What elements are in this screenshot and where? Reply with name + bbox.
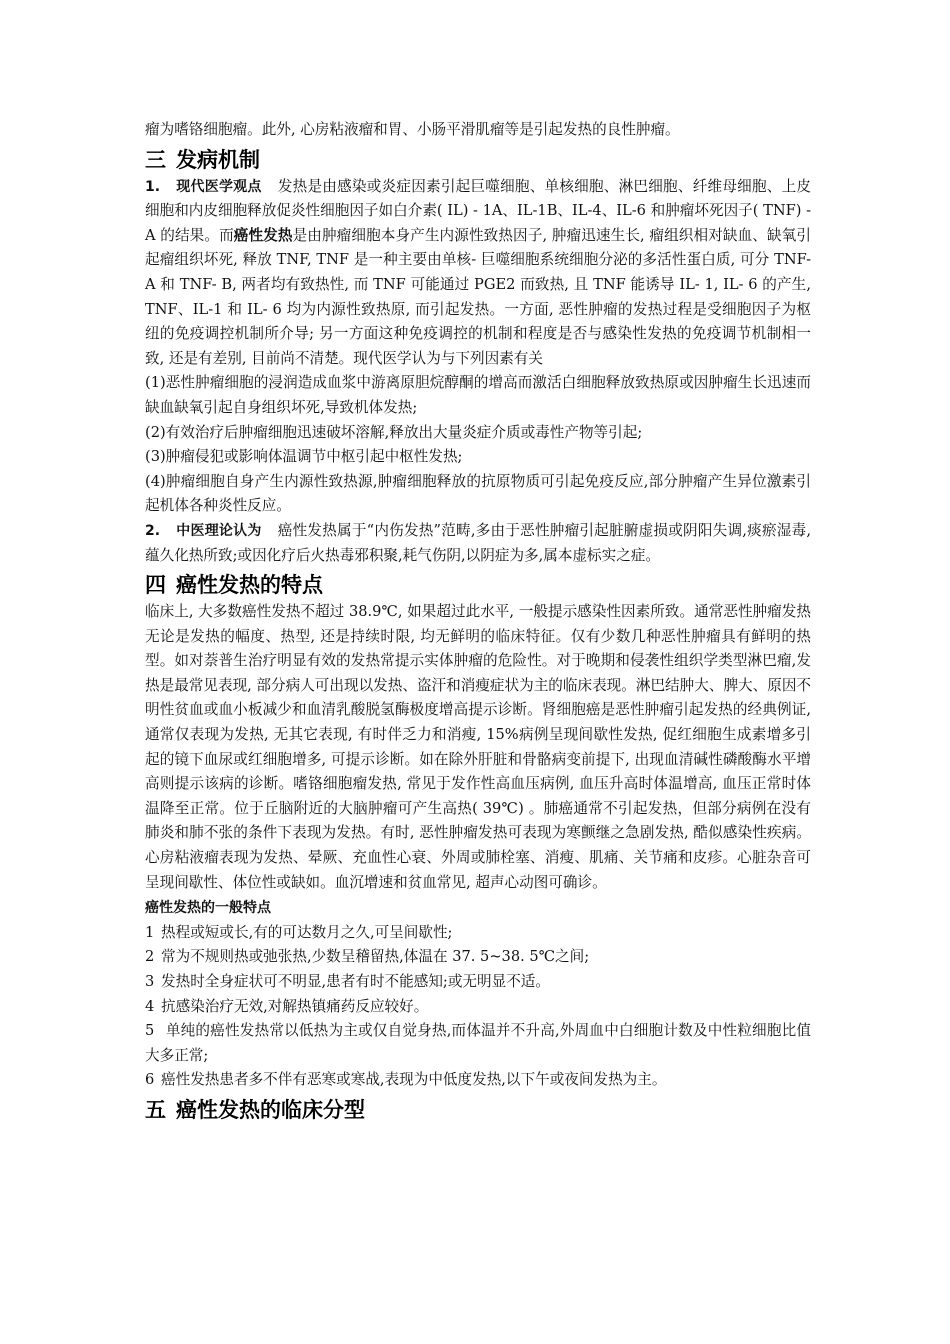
general-feature-item — [145, 1068, 811, 1093]
section-4-title: 癌性发热的特点 — [176, 573, 323, 598]
factor-item: (2)有效治疗后肿瘤细胞迅速破坏溶解,释放出大量炎症介质或毒性产物等引起; — [145, 423, 643, 441]
modern-label: 现代医学观点 — [176, 178, 262, 195]
item-text: 发热时全身症状可不明显,患者有时不能感知;或无明显不适。 — [161, 973, 550, 990]
item-number: 1 — [145, 923, 155, 941]
tcm-text: 癌性发热属于“内伤发热”范畴,多由于恶性肿瘤引起脏腑虚损或阴阳失调,痰瘀湿毒,蕴久化热所致;或因化疗后火热毒邪积聚,耗气伤阴,以阴症为多,属本虚标实之症。 — [145, 521, 812, 564]
modern-number: 1. — [145, 178, 161, 195]
item-number: 2 — [145, 948, 155, 966]
factor-item: (3)肿瘤侵犯或影响体温调节中枢引起中枢性发热; — [145, 448, 463, 466]
tcm-label: 中医理论认为 — [176, 522, 262, 539]
item-text: 常为不规则热或弛张热,少数呈稽留热,体温在 37. 5~38. 5℃之间; — [161, 948, 590, 966]
item-text: 热程或短或长,有的可达数月之久,可呈间歇性; — [161, 923, 453, 941]
general-feature-item — [145, 970, 811, 995]
intro-tail-paragraph: 瘤为嗜铬细胞瘤。此外, 心房粘液瘤和胃、小肠平滑肌瘤等是引起发热的良性肿瘤。 — [145, 121, 680, 138]
item-text: 单纯的癌性发热常以低热为主或仅自觉身热,而体温并不升高,外周血中白细胞计数及中性粒细胞比值大多正常; — [145, 1022, 811, 1064]
item-text: 抗感染治疗无效,对解热镇痛药反应较好。 — [161, 997, 429, 1015]
factor-item: (4)肿瘤细胞自身产生内源性致热源,肿瘤细胞释放的抗原物质可引起免疫反应,部分肿瘤产生异位激素引起机体各种炎性反应。 — [145, 472, 811, 515]
tcm-number: 2. — [145, 522, 161, 539]
section-5-title: 癌性发热的临床分型 — [176, 1097, 365, 1122]
modern-text-b: 是由肿瘤细胞本身产生内源性致热因子, 肿瘤迅速生长, 瘤组织相对缺血、缺氧引起瘤组织坏死, 释放 TNF, TNF 是一种主要由单核- 巨噬细胞系统细胞分泌的多活性蛋白质, 可分 TNF-A 和 TNF- B, 两者均有致热性, 而 TNF 可能通过 PGE2 而致热, 且 TNF 能诱导 IL- 1, IL- 6 的产生, TNF、IL-1 和 IL- 6 均为内源性致热原, 而引起发热。一方面, 恶性肿瘤的发热过程是受细胞因子为枢纽的免疫调控机制所介导; 另一方面这种免疫调控的机制和程度是否与感染性发热的免疫调节机制相一致, 还是有差别, 目前尚不清楚。现代医学认为与下列因素有关 — [145, 226, 811, 367]
item-number: 5 — [145, 1022, 155, 1040]
section-3-title: 发病机制 — [176, 147, 260, 172]
section-5-heading — [145, 1095, 811, 1125]
section-3-number: 三 — [145, 147, 166, 172]
modern-text-a: 发热是由感染或炎症因素引起巨噬细胞、单核细胞、淋巴细胞、纤维母细胞、上皮细胞和内皮细胞释放促炎性细胞因子如白介素( IL) - 1A、IL-1B、IL-4、IL-6 和肿瘤坏死因子( TNF) -A 的结果。而 — [145, 177, 811, 244]
item-number: 4 — [145, 997, 155, 1015]
cancer-fever-term: 癌性发热 — [233, 226, 293, 244]
section-5-number: 五 — [145, 1097, 166, 1122]
section-4-heading — [145, 570, 811, 600]
general-feature-item — [145, 995, 811, 1020]
general-feature-item — [145, 1019, 811, 1068]
general-features-title: 癌性发热的一般特点 — [145, 900, 271, 917]
general-feature-item — [145, 921, 811, 946]
tcm-paragraph — [145, 519, 811, 568]
item-number: 3 — [145, 973, 155, 990]
features-paragraph: 临床上, 大多数癌性发热不超过 38.9℃, 如果超过此水平, 一般提示感染性因素所致。通常恶性肿瘤发热无论是发热的幅度、热型, 还是持续时限, 均无鲜明的临床特征。仅有少数几种恶性肿瘤具有鲜明的热型。如对萘普生治疗明显有效的发热常提示实体肿瘤的危险性。对于晚期和侵袭性组织学类型淋巴瘤,发热是最常见表现, 部分病人可出现以发热、盗汗和消瘦症状为主的临床表现。淋巴结肿大、脾大、原因不明性贫血或血小板减少和血清乳酸脱氢酶极度增高提示诊断。肾细胞癌是恶性肿瘤引起发热的经典例证, 通常仅表现为发热, 无其它表现, 有时伴乏力和消瘦, 15%病例呈现间歇性发热, 促红细胞生成素增多引起的镜下血尿或红细胞增多, 可提示诊断。如在除外肝脏和骨骼病变前提下, 出现血清碱性磷酸酶水平增高则提示该病的诊断。嗜铬细胞瘤发热, 常见于发作性高血压病例, 血压升高时体温增高, 血压正常时体温降至正常。位于丘脑附近的大脑肿瘤可产生高热( 39℃) 。肺癌通常不引起发热，但部分病例在没有肺炎和肺不张的条件下表现为发热。有时, 恶性肿瘤发热可表现为寒颤继之急剧发热, 酷似感染性疾病。心房粘液瘤表现为发热、晕厥、充血性心衰、外周或肺栓塞、消瘦、肌痛、关节痛和皮疹。心脏杂音可呈现间歇性、体位性或缺如。血沉增速和贫血常见, 超声心动图可确诊。 — [145, 603, 812, 891]
general-feature-item — [145, 945, 811, 970]
item-number: 6 — [145, 1071, 155, 1089]
item-text: 癌性发热患者多不伴有恶寒或寒战,表现为中低度发热,以下午或夜间发热为主。 — [161, 1071, 667, 1089]
section-4-number: 四 — [145, 573, 166, 598]
document-page — [145, 118, 811, 1125]
factor-item: (1)恶性肿瘤细胞的浸润造成血浆中游离原胆烷醇酮的增高而激活白细胞释放致热原或因肿瘤生长迅速而缺血缺氧引起自身组织坏死,导致机体发热; — [145, 374, 811, 416]
section-3-heading — [145, 145, 811, 175]
modern-medicine-paragraph — [145, 175, 811, 372]
